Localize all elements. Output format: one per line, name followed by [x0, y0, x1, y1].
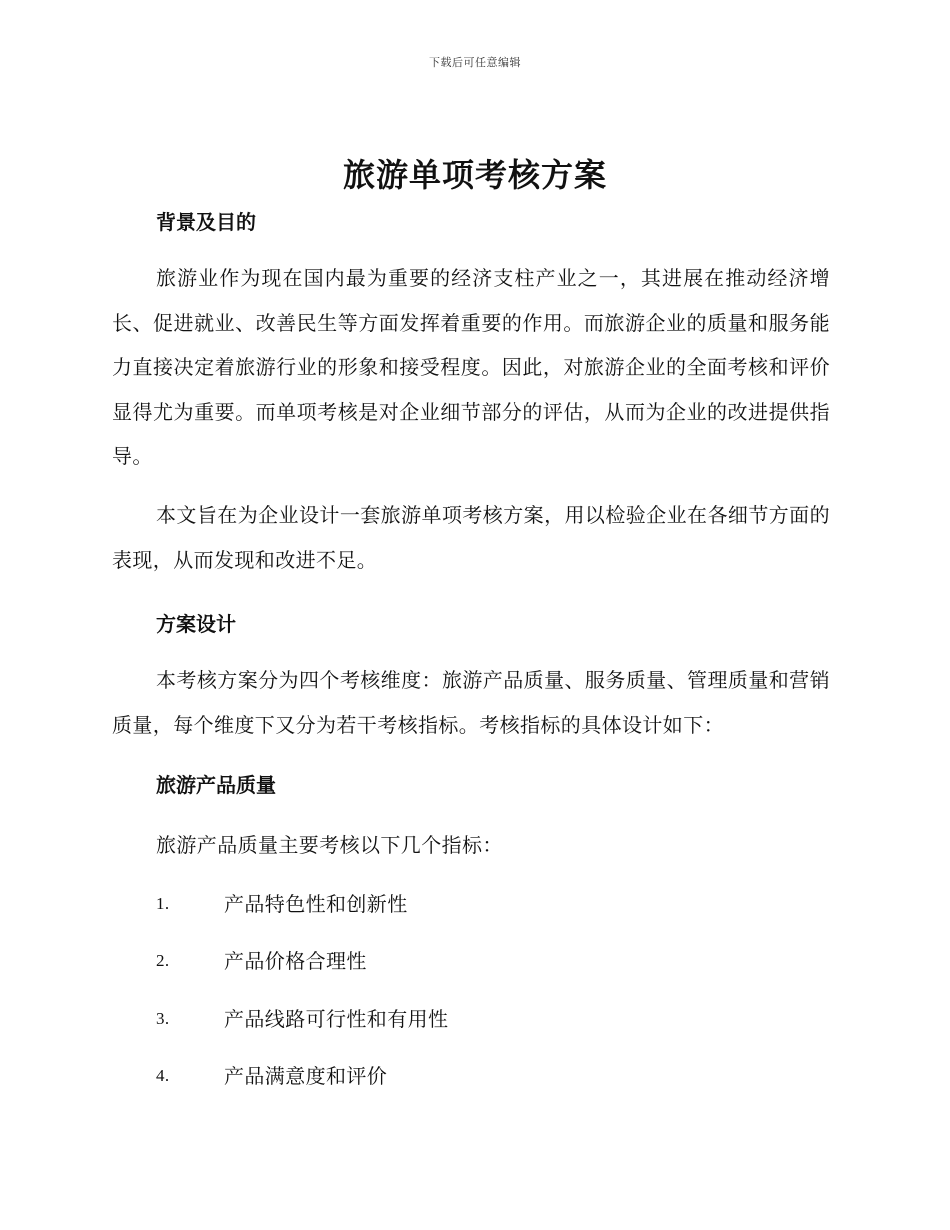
list-item-text: 产品价格合理性: [224, 949, 367, 974]
list-item-number: 2.: [156, 951, 170, 971]
product-quality-intro: 旅游产品质量主要考核以下几个指标：: [156, 833, 503, 858]
list-item-number: 3.: [156, 1008, 170, 1028]
background-paragraph-2: 本文旨在为企业设计一套旅游单项考核方案，用以检验企业在各细节方面的表现，从而发现和改进不足。: [112, 502, 830, 572]
product-quality-list: [112, 882, 830, 1112]
list-item-number: 4.: [156, 1066, 170, 1086]
list-item-text: 产品特色性和创新性: [224, 891, 408, 916]
list-item-number: 1.: [156, 893, 170, 913]
header-note: 下载后可任意编辑: [429, 56, 521, 69]
list-item: [112, 997, 830, 1055]
list-item: [112, 882, 830, 940]
list-item-text: 产品线路可行性和有用性: [224, 1006, 449, 1031]
section-heading-design: 方案设计: [156, 612, 236, 637]
list-item: [112, 939, 830, 997]
document-title: 旅游单项考核方案: [342, 156, 607, 194]
list-item: [112, 1054, 830, 1112]
document-body: [112, 202, 830, 1112]
background-paragraph-1: 旅游业作为现在国内最为重要的经济支柱产业之一，其进展在推动经济增长、促进就业、改善民生等方面发挥着重要的作用。而旅游企业的质量和服务能力直接决定着旅游行业的形象和接受程度。因此，对旅游企业的全面考核和评价显得尤为重要。而单项考核是对企业细节部分的评估，从而为企业的改进提供指导。: [112, 266, 830, 469]
list-item-text: 产品满意度和评价: [224, 1064, 388, 1089]
section-heading-product-quality: 旅游产品质量: [156, 773, 276, 798]
design-paragraph: 本考核方案分为四个考核维度：旅游产品质量、服务质量、管理质量和营销质量，每个维度下又分为若干考核指标。考核指标的具体设计如下：: [112, 668, 830, 737]
section-heading-background: 背景及目的: [156, 210, 256, 234]
